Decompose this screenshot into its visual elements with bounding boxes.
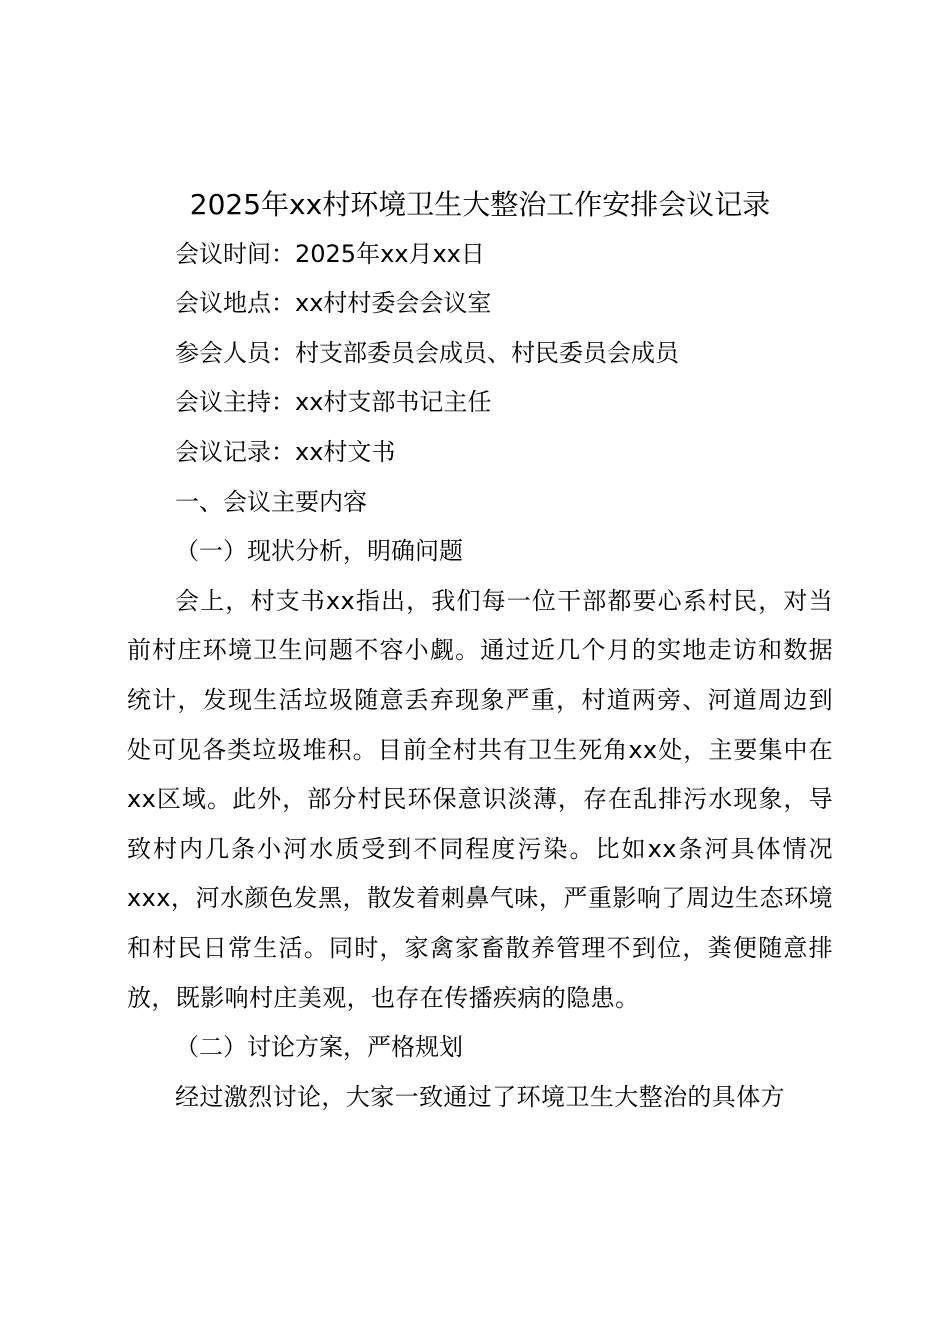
meeting-location: 会议地点：xx村村委会会议室 <box>175 289 492 318</box>
document-body <box>127 180 833 1122</box>
meeting-host: 会议主持：xx村支部书记主任 <box>175 388 492 417</box>
subsection-paragraph-2: 经过激烈讨论，大家一致通过了环境卫生大整治的具体方 <box>175 1082 785 1111</box>
meeting-attendees: 参会人员：村支部委员会成员、村民委员会成员 <box>175 338 679 367</box>
subsection-heading-2: （二）讨论方案，严格规划 <box>175 1033 463 1062</box>
meeting-recorder: 会议记录：xx村文书 <box>175 437 396 466</box>
meeting-time: 会议时间：2025年xx月xx日 <box>175 239 485 268</box>
document-title: 2025年xx村环境卫生大整治工作安排会议记录 <box>189 188 771 221</box>
subsection-paragraph-1: 会上，村支书xx指出，我们每一位干部都要心系村民，对当前村庄环境卫生问题不容小觑。通过近几个月的实地走访和数据统计，发现生活垃圾随意丢弃现象严重，村道两旁、河道周边到处可见各类垃圾堆积。目前全村共有卫生死角xx处，主要集中在xx区域。此外，部分村民环保意识淡薄，存在乱排污水现象，导致村内几条小河水质受到不同程度污染。比如xx条河具体情况xxx，河水颜色发黑，散发着刺鼻气味，严重影响了周边生态环境和村民日常生活。同时，家禽家畜散养管理不到位，粪便随意排放，既影响村庄美观，也存在传播疾病的隐患。 <box>127 586 833 1012</box>
section-heading: 一、会议主要内容 <box>175 487 367 516</box>
subsection-heading-1: （一）现状分析，明确问题 <box>175 537 463 566</box>
